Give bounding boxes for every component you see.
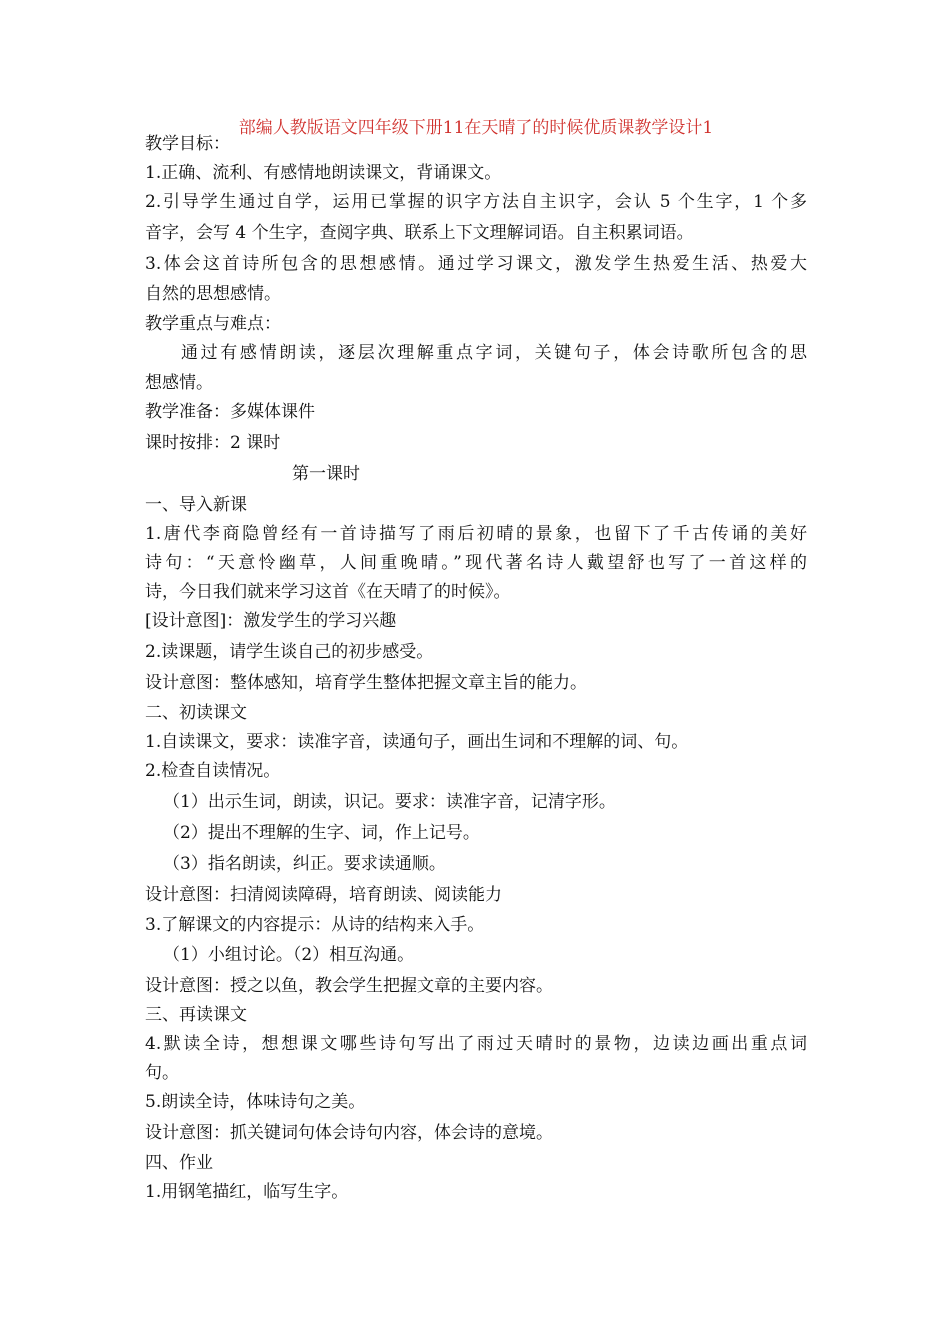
text-line: 诗句：“天意怜幽草，人间重晚晴。”现代著名诗人戴望舒也写了一首这样的 [145,553,807,573]
text-line: [设计意图]：激发学生的学习兴趣 [145,611,397,631]
text-line: 设计意图：授之以鱼，教会学生把握文章的主要内容。 [145,976,553,996]
text-line: （3）指名朗读，纠正。要求读通顺。 [163,854,446,874]
text-line: 设计意图：整体感知，培育学生整体把握文章主旨的能力。 [145,673,587,693]
text-line: 通过有感情朗读，逐层次理解重点字词，关键句子，体会诗歌所包含的思 [181,343,807,363]
text-line: 3.体会这首诗所包含的思想感情。通过学习课文，激发学生热爱生活、热爱大 [145,254,807,274]
text-line: 4.默读全诗，想想课文哪些诗句写出了雨过天晴时的景物，边读边画出重点词 [145,1034,807,1054]
text-line: 句。 [145,1063,179,1083]
text-line: 四、作业 [145,1153,213,1173]
text-line: 1.唐代李商隐曾经有一首诗描写了雨后初晴的景象，也留下了千古传诵的美好 [145,524,807,544]
text-line: 诗，今日我们就来学习这首《在天晴了的时候》。 [145,582,511,602]
text-line: 课时按排：2 课时 [145,433,281,453]
text-line: 2.读课题，请学生谈自己的初步感受。 [145,642,434,662]
document-title: 部编人教版语文四年级下册11在天晴了的时候优质课教学设计1 [238,118,714,138]
text-line: 设计意图：扫清阅读障碍，培育朗读、阅读能力 [145,885,502,905]
text-line: 1.用钢笔描红，临写生字。 [145,1182,349,1202]
text-line: 想感情。 [145,373,213,393]
text-line: 3.了解课文的内容提示：从诗的结构来入手。 [145,915,485,935]
text-line: 三、再读课文 [145,1005,247,1025]
text-line: 5.朗读全诗，体味诗句之美。 [145,1092,366,1112]
text-line: 教学准备：多媒体课件 [145,402,315,422]
text-line: 自然的思想感情。 [145,284,281,304]
text-line: 二、初读课文 [145,703,247,723]
text-line: 教学目标： [145,134,230,154]
text-line: （2）提出不理解的生字、词，作上记号。 [163,823,480,843]
text-line: （1）出示生词，朗读，识记。要求：读准字音，记清字形。 [163,792,616,812]
text-line: 2.检查自读情况。 [145,761,281,781]
text-line: 设计意图：抓关键词句体会诗句内容，体会诗的意境。 [145,1123,553,1143]
text-line: 音字，会写 4 个生字，查阅字典、联系上下文理解词语。自主积累词语。 [145,223,694,243]
text-line: 一、导入新课 [145,495,247,515]
text-line: 1.正确、流利、有感情地朗读课文，背诵课文。 [145,163,502,183]
text-line: 第一课时 [292,464,360,484]
text-line: 2.引导学生通过自学，运用已掌握的识字方法自主识字，会认 5 个生字，1 个多 [145,192,807,212]
text-line: （1）小组讨论。（2）相互沟通。 [163,945,415,965]
text-line: 教学重点与难点： [145,314,281,334]
text-line: 1.自读课文，要求：读准字音，读通句子，画出生词和不理解的词、句。 [145,732,689,752]
